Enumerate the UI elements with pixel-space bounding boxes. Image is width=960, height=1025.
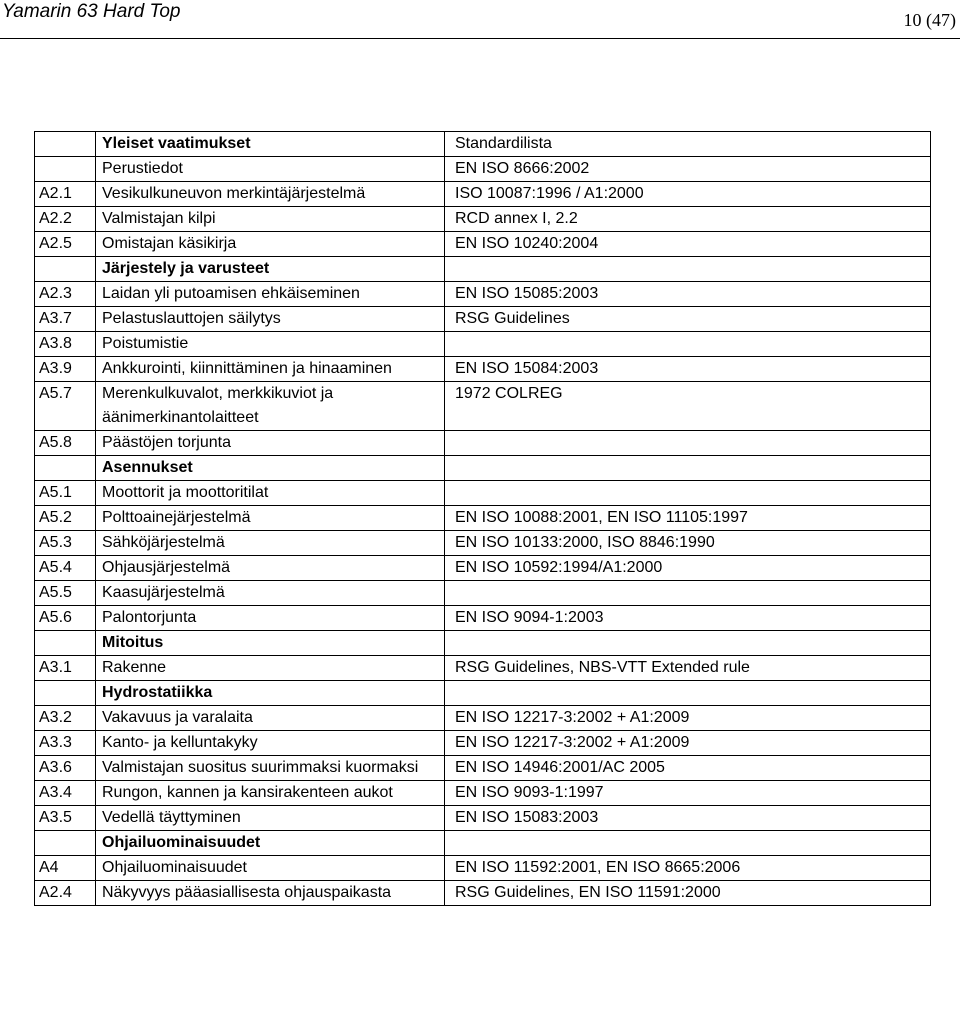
table-row xyxy=(35,182,931,207)
table-row xyxy=(35,706,931,731)
standard-cell xyxy=(445,332,931,357)
requirement-title-cell: Laidan yli putoamisen ehkäiseminen xyxy=(96,282,445,307)
standard-cell xyxy=(445,481,931,506)
requirement-code-cell: A3.8 xyxy=(35,332,96,357)
requirement-code-cell: A3.1 xyxy=(35,656,96,681)
requirement-code-cell: A3.4 xyxy=(35,781,96,806)
table-row xyxy=(35,157,931,182)
standard-cell: EN ISO 12217-3:2002 + A1:2009 xyxy=(445,731,931,756)
table-row xyxy=(35,606,931,631)
requirement-title-cell: Ankkurointi, kiinnittäminen ja hinaaminen xyxy=(96,357,445,382)
table-row xyxy=(35,382,931,431)
table-row xyxy=(35,531,931,556)
table-row xyxy=(35,781,931,806)
requirement-code-cell: A5.5 xyxy=(35,581,96,606)
page-header xyxy=(0,0,960,42)
requirement-code-cell: A3.6 xyxy=(35,756,96,781)
requirement-code-cell: A5.6 xyxy=(35,606,96,631)
requirement-code-cell: A5.2 xyxy=(35,506,96,531)
requirement-title-cell: Poistumistie xyxy=(96,332,445,357)
requirement-code-cell xyxy=(35,631,96,656)
standard-cell: EN ISO 14946:2001/AC 2005 xyxy=(445,756,931,781)
requirement-title-cell: Merenkulkuvalot, merkkikuviot ja äänimerkinantolaitteet xyxy=(96,382,445,431)
requirement-title-cell: Kaasujärjestelmä xyxy=(96,581,445,606)
standard-cell: EN ISO 12217-3:2002 + A1:2009 xyxy=(445,706,931,731)
standard-cell: EN ISO 15084:2003 xyxy=(445,357,931,382)
requirement-title-cell: Päästöjen torjunta xyxy=(96,431,445,456)
requirement-code-cell: A5.3 xyxy=(35,531,96,556)
requirement-title-cell: Perustiedot xyxy=(96,157,445,182)
standard-cell: RCD annex I, 2.2 xyxy=(445,207,931,232)
requirement-title-cell: Omistajan käsikirja xyxy=(96,232,445,257)
requirement-title-cell: Hydrostatiikka xyxy=(96,681,445,706)
standard-cell xyxy=(445,631,931,656)
requirements-table xyxy=(34,131,931,906)
requirement-code-cell: A2.2 xyxy=(35,207,96,232)
requirement-code-cell: A2.5 xyxy=(35,232,96,257)
table-row xyxy=(35,481,931,506)
document-title: Yamarin 63 Hard Top xyxy=(2,1,181,22)
section-header-row xyxy=(35,132,931,157)
requirement-title-cell: Näkyvyys pääasiallisesta ohjauspaikasta xyxy=(96,881,445,906)
requirement-title-cell: Palontorjunta xyxy=(96,606,445,631)
table-row xyxy=(35,431,931,456)
standard-cell: EN ISO 15085:2003 xyxy=(445,282,931,307)
table-row xyxy=(35,282,931,307)
requirement-title-cell: Vedellä täyttyminen xyxy=(96,806,445,831)
requirement-title-cell: Pelastuslauttojen säilytys xyxy=(96,307,445,332)
standard-cell: EN ISO 10240:2004 xyxy=(445,232,931,257)
table-row xyxy=(35,756,931,781)
requirement-title-cell: Järjestely ja varusteet xyxy=(96,257,445,282)
requirement-code-cell xyxy=(35,157,96,182)
requirement-code-cell: A3.7 xyxy=(35,307,96,332)
requirement-title-cell: Ohjailuominaisuudet xyxy=(96,831,445,856)
requirement-code-cell xyxy=(35,257,96,282)
requirement-code-cell: A5.8 xyxy=(35,431,96,456)
requirement-title-cell: Asennukset xyxy=(96,456,445,481)
requirement-code-cell xyxy=(35,456,96,481)
requirement-code-cell: A2.3 xyxy=(35,282,96,307)
requirement-code-cell: A3.5 xyxy=(35,806,96,831)
table-row xyxy=(35,806,931,831)
requirement-title-cell: Rungon, kannen ja kansirakenteen aukot xyxy=(96,781,445,806)
table-row xyxy=(35,357,931,382)
standard-cell: 1972 COLREG xyxy=(445,382,931,431)
section-header-row xyxy=(35,631,931,656)
requirement-code-cell: A3.3 xyxy=(35,731,96,756)
requirement-code-cell xyxy=(35,681,96,706)
requirement-code-cell: A5.7 xyxy=(35,382,96,431)
table-row xyxy=(35,881,931,906)
section-header-row xyxy=(35,831,931,856)
standard-cell: EN ISO 10088:2001, EN ISO 11105:1997 xyxy=(445,506,931,531)
table-row xyxy=(35,656,931,681)
requirement-title-cell: Vakavuus ja varalaita xyxy=(96,706,445,731)
requirement-title-cell: Mitoitus xyxy=(96,631,445,656)
requirement-title-cell: Yleiset vaatimukset xyxy=(96,132,445,157)
section-header-row xyxy=(35,456,931,481)
standard-cell xyxy=(445,681,931,706)
table-row xyxy=(35,556,931,581)
requirement-title-cell: Ohjailuominaisuudet xyxy=(96,856,445,881)
standard-cell: RSG Guidelines, NBS-VTT Extended rule xyxy=(445,656,931,681)
requirement-code-cell: A3.9 xyxy=(35,357,96,382)
requirement-code-cell: A3.2 xyxy=(35,706,96,731)
standard-cell: EN ISO 15083:2003 xyxy=(445,806,931,831)
requirement-title-cell: Vesikulkuneuvon merkintäjärjestelmä xyxy=(96,182,445,207)
standard-cell: RSG Guidelines, EN ISO 11591:2000 xyxy=(445,881,931,906)
standard-cell: Standardilista xyxy=(445,132,931,157)
standard-cell xyxy=(445,257,931,282)
standard-cell: EN ISO 9094-1:2003 xyxy=(445,606,931,631)
requirement-title-cell: Moottorit ja moottoritilat xyxy=(96,481,445,506)
table-row xyxy=(35,307,931,332)
requirement-title-cell: Rakenne xyxy=(96,656,445,681)
standard-cell: EN ISO 10133:2000, ISO 8846:1990 xyxy=(445,531,931,556)
requirement-title-cell: Sähköjärjestelmä xyxy=(96,531,445,556)
requirement-title-cell: Polttoainejärjestelmä xyxy=(96,506,445,531)
requirement-title-cell: Valmistajan suositus suurimmaksi kuormaksi xyxy=(96,756,445,781)
table-row xyxy=(35,332,931,357)
standard-cell xyxy=(445,456,931,481)
requirement-code-cell: A4 xyxy=(35,856,96,881)
table-row xyxy=(35,207,931,232)
standard-cell: EN ISO 11592:2001, EN ISO 8665:2006 xyxy=(445,856,931,881)
requirement-code-cell: A2.4 xyxy=(35,881,96,906)
standard-cell: ISO 10087:1996 / A1:2000 xyxy=(445,182,931,207)
requirement-code-cell: A5.1 xyxy=(35,481,96,506)
table-row xyxy=(35,506,931,531)
standard-cell: EN ISO 9093-1:1997 xyxy=(445,781,931,806)
standard-cell xyxy=(445,831,931,856)
standard-cell xyxy=(445,581,931,606)
requirement-code-cell: A5.4 xyxy=(35,556,96,581)
requirement-code-cell xyxy=(35,831,96,856)
requirement-title-cell: Valmistajan kilpi xyxy=(96,207,445,232)
requirement-code-cell xyxy=(35,132,96,157)
standard-cell: EN ISO 8666:2002 xyxy=(445,157,931,182)
requirement-title-cell: Kanto- ja kelluntakyky xyxy=(96,731,445,756)
table-row xyxy=(35,232,931,257)
header-divider xyxy=(0,38,960,39)
page-number: 10 (47) xyxy=(903,10,956,30)
standard-cell xyxy=(445,431,931,456)
standard-cell: EN ISO 10592:1994/A1:2000 xyxy=(445,556,931,581)
standard-cell: RSG Guidelines xyxy=(445,307,931,332)
requirement-title-cell: Ohjausjärjestelmä xyxy=(96,556,445,581)
section-header-row xyxy=(35,257,931,282)
requirements-table-body xyxy=(35,132,931,906)
requirement-code-cell: A2.1 xyxy=(35,182,96,207)
table-row xyxy=(35,856,931,881)
table-row xyxy=(35,731,931,756)
table-row xyxy=(35,581,931,606)
section-header-row xyxy=(35,681,931,706)
